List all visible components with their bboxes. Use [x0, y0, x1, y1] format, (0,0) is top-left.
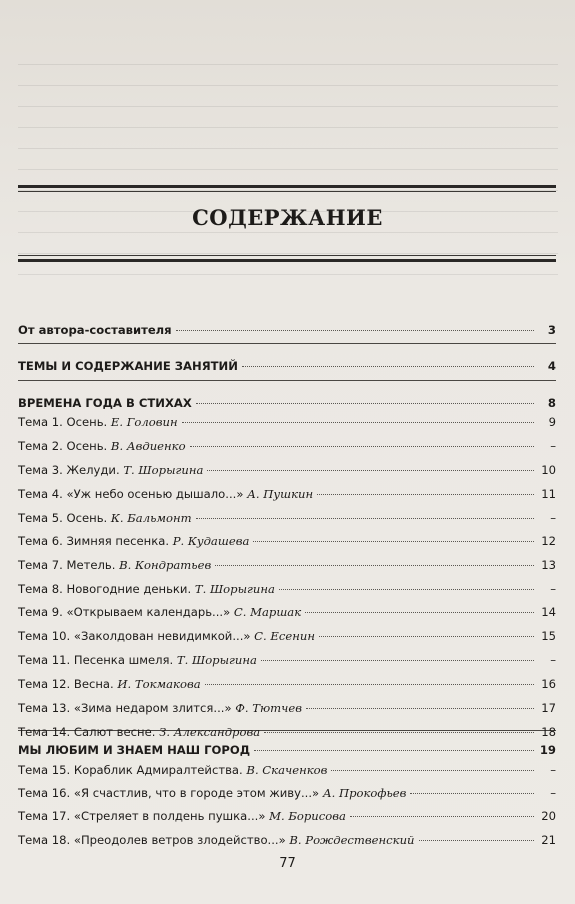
leader-dots [305, 612, 534, 613]
bleed-through-text [18, 50, 558, 280]
toc-entry-title: Тема 5. Осень. [18, 511, 108, 525]
toc-entry-label [18, 460, 203, 480]
toc-item-row [18, 806, 556, 826]
toc-item-row [18, 650, 556, 670]
toc-item-row [18, 626, 556, 646]
toc-item-row [18, 602, 556, 622]
toc-entry-title: ТЕМЫ И СОДЕРЖАНИЕ ЗАНЯТИЙ [18, 359, 238, 373]
toc-entry-page: – [550, 511, 556, 525]
leader-dots [196, 403, 534, 404]
toc-item-row [18, 531, 556, 551]
toc-entry-page: 18 [541, 725, 556, 739]
toc-entry-title: ВРЕМЕНА ГОДА В СТИХАХ [18, 396, 192, 410]
leader-dots [350, 816, 534, 817]
toc-entry-title: Тема 8. Новогодние деньки. [18, 582, 192, 596]
toc-entry-title: Тема 9. «Открываем календарь...» [18, 605, 231, 619]
toc-entry-label [18, 674, 201, 694]
toc-entry-page: 3 [547, 323, 556, 337]
toc-entry-page: 11 [541, 487, 556, 501]
toc-entry-page: 10 [541, 463, 556, 477]
toc-item-row [18, 783, 556, 803]
toc-entry-label [18, 555, 211, 575]
toc-entry-title: Тема 17. «Стреляет в полдень пушка...» [18, 809, 266, 823]
toc-entry-title: От автора-составителя [18, 323, 172, 337]
toc-entry-page: – [550, 786, 556, 800]
toc-entry-label [18, 626, 315, 646]
toc-entry-page: 8 [547, 396, 556, 410]
toc-entry-author: С. Есенин [254, 629, 315, 643]
toc-entry-author: И. Токмакова [117, 677, 201, 691]
leader-dots [196, 518, 534, 519]
section-separator [18, 380, 556, 381]
toc-entry-author: Т. Шорыгина [123, 463, 204, 477]
leader-dots [182, 422, 534, 423]
toc-entry-title: МЫ ЛЮБИМ И ЗНАЕМ НАШ ГОРОД [18, 743, 251, 757]
toc-entry-label [18, 412, 178, 432]
toc-entry-author: А. Прокофьев [322, 786, 407, 800]
toc-section-row [18, 393, 556, 413]
toc-entry-title: Тема 2. Осень. [18, 439, 108, 453]
leader-dots [205, 684, 534, 685]
toc-item-row [18, 484, 556, 504]
toc-entry-label [18, 356, 238, 376]
leader-dots [317, 494, 534, 495]
toc-entry-author: А. Пушкин [247, 487, 314, 501]
leader-dots [331, 770, 534, 771]
leader-dots [190, 446, 534, 447]
toc-entry-title: Тема 15. Кораблик Адмиралтейства. [18, 763, 243, 777]
toc-entry-page: – [550, 763, 556, 777]
bottom-rule-thick [18, 259, 556, 262]
toc-item-row [18, 555, 556, 575]
toc-entry-label [18, 806, 346, 826]
toc-entry-author: Т. Шорыгина [176, 653, 257, 667]
leader-dots [264, 732, 534, 733]
leader-dots [207, 470, 534, 471]
leader-dots [254, 750, 534, 751]
toc-entry-page: – [550, 653, 556, 667]
toc-entry-label [18, 740, 250, 760]
toc-entry-page: 15 [541, 629, 556, 643]
toc-item-row [18, 722, 556, 742]
toc-entry-title: Тема 1. Осень. [18, 415, 108, 429]
toc-entry-label [18, 393, 192, 413]
toc-entry-title: Тема 7. Метель. [18, 558, 116, 572]
toc-entry-page: 9 [548, 415, 556, 429]
toc-item-row [18, 830, 556, 850]
toc-entry-label [18, 722, 260, 742]
toc-entry-author: В. Скаченков [246, 763, 328, 777]
leader-dots [253, 541, 534, 542]
toc-entry-label [18, 698, 302, 718]
toc-entry-author: М. Борисова [269, 809, 346, 823]
toc-item-row [18, 412, 556, 432]
toc-entry-author: Т. Шорыгина [194, 582, 275, 596]
top-rule-thick [18, 185, 556, 188]
toc-entry-label [18, 830, 415, 850]
top-rule-thin [18, 191, 556, 192]
leader-dots [242, 366, 534, 367]
page-title: СОДЕРЖАНИЕ [192, 205, 383, 230]
toc-entry-label [18, 508, 192, 528]
toc-entry-title: Тема 13. «Зима недаром злится...» [18, 701, 232, 715]
toc-entry-author: С. Маршак [233, 605, 302, 619]
section-separator [18, 343, 556, 344]
page-number: 77 [279, 856, 296, 871]
toc-entry-page: – [550, 582, 556, 596]
toc-section-row [18, 740, 556, 760]
toc-entry-title: Тема 12. Весна. [18, 677, 114, 691]
leader-dots [410, 793, 534, 794]
toc-entry-label [18, 320, 172, 340]
toc-entry-author: К. Бальмонт [110, 511, 192, 525]
toc-item-row [18, 579, 556, 599]
leader-dots [306, 708, 534, 709]
leader-dots [319, 636, 534, 637]
toc-entry-author: Е. Головин [110, 415, 178, 429]
toc-entry-title: Тема 14. Салют весне. [18, 725, 156, 739]
toc-item-row [18, 674, 556, 694]
toc-entry-author: В. Рождественский [289, 833, 415, 847]
toc-entry-label [18, 760, 327, 780]
toc-entry-label [18, 579, 275, 599]
toc-entry-page: 20 [541, 809, 556, 823]
toc-entry-page: 13 [541, 558, 556, 572]
toc-item-row [18, 436, 556, 456]
toc-entry-page: 14 [541, 605, 556, 619]
toc-entry-title: Тема 4. «Уж небо осенью дышало...» [18, 487, 244, 501]
toc-entry-label [18, 531, 249, 551]
bottom-rule-thin [18, 255, 556, 256]
toc-entry-page: 4 [547, 359, 556, 373]
toc-entry-title: Тема 11. Песенка шмеля. [18, 653, 174, 667]
toc-entry-page: 16 [541, 677, 556, 691]
toc-item-row [18, 460, 556, 480]
toc-entry-author: Р. Кудашева [172, 534, 250, 548]
leader-dots [419, 840, 534, 841]
leader-dots [176, 330, 534, 331]
toc-entry-title: Тема 6. Зимняя песенка. [18, 534, 170, 548]
toc-entry-author: В. Авдиенко [110, 439, 186, 453]
leader-dots [215, 565, 534, 566]
toc-entry-title: Тема 3. Желуди. [18, 463, 120, 477]
leader-dots [279, 589, 534, 590]
toc-entry-label [18, 436, 186, 456]
leader-dots [261, 660, 534, 661]
toc-section-row [18, 356, 556, 376]
toc-item-row [18, 698, 556, 718]
toc-entry-label [18, 602, 301, 622]
toc-entry-label [18, 783, 406, 803]
toc-entry-page: 12 [541, 534, 556, 548]
toc-item-row [18, 760, 556, 780]
toc-entry-page: 17 [541, 701, 556, 715]
toc-entry-label [18, 484, 313, 504]
toc-entry-label [18, 650, 257, 670]
toc-item-row [18, 508, 556, 528]
toc-entry-page: 21 [541, 833, 556, 847]
toc-entry-author: Ф. Тютчев [235, 701, 302, 715]
toc-section-row [18, 320, 556, 340]
toc-entry-page: – [550, 439, 556, 453]
toc-entry-title: Тема 16. «Я счастлив, что в городе этом живу...» [18, 786, 320, 800]
toc-entry-title: Тема 10. «Заколдован невидимкой...» [18, 629, 251, 643]
toc-entry-page: 19 [539, 743, 556, 757]
toc-entry-title: Тема 18. «Преодолев ветров злодейство...» [18, 833, 286, 847]
toc-entry-author: В. Кондратьев [119, 558, 212, 572]
toc-entry-author: З. Александрова [159, 725, 261, 739]
